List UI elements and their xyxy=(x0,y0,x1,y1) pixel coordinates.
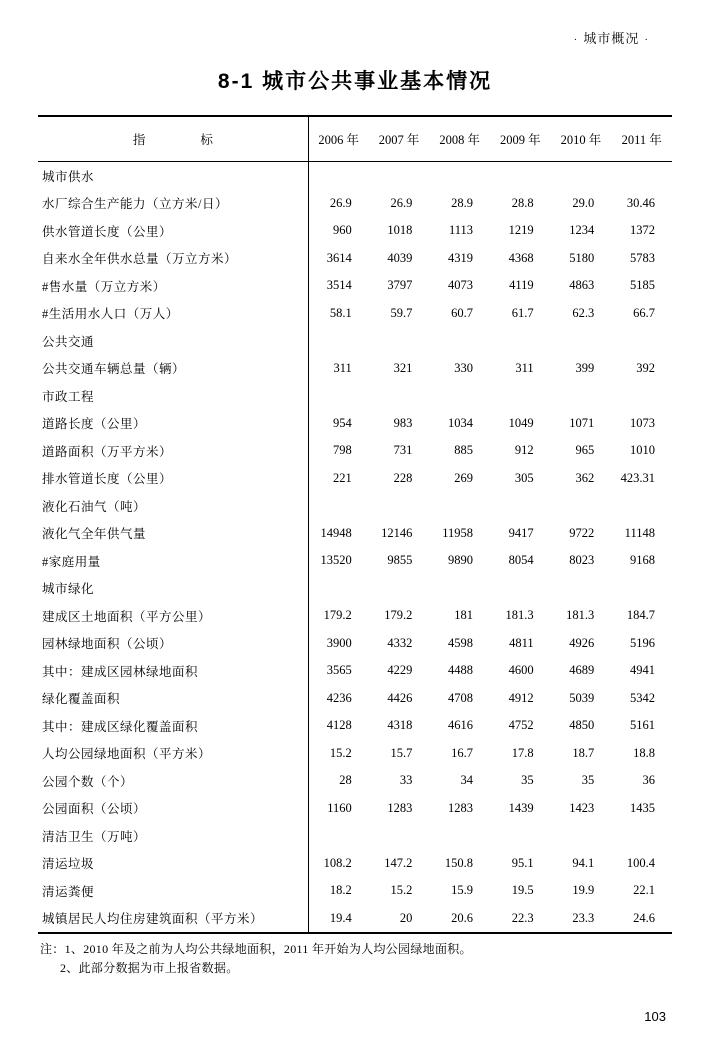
row-label: 公共交通 xyxy=(38,327,308,355)
row-label: 城市供水 xyxy=(38,162,308,190)
row-label: 市政工程 xyxy=(38,382,308,410)
cell-value xyxy=(490,162,551,190)
cell-value xyxy=(429,327,490,355)
cell-value: 95.1 xyxy=(511,855,534,870)
cell-value: 100.4 xyxy=(626,855,655,870)
row-label: 其中：建成区园林绿地面积 xyxy=(38,657,308,685)
cell-value xyxy=(611,162,672,190)
cell-value xyxy=(551,492,612,520)
cell-value xyxy=(308,162,369,190)
cell-value: 30.46 xyxy=(626,195,655,210)
note-1: 注：1、2010 年及之前为人均公共绿地面积，2011 年开始为人均公园绿地面积。 xyxy=(40,942,472,956)
note-2: 2、此部分数据为市上报省数据。 xyxy=(60,960,239,975)
cell-value: 1435 xyxy=(630,800,655,815)
table-row xyxy=(38,190,672,218)
row-label: 液化气全年供气量 xyxy=(38,520,308,548)
running-head-text: 城市概况 xyxy=(583,31,640,46)
cell-value: 15.7 xyxy=(390,745,413,760)
cell-value: 36 xyxy=(642,773,655,788)
cell-value: 305 xyxy=(514,470,534,485)
cell-value: 4236 xyxy=(326,690,352,705)
cell-value: 150.8 xyxy=(444,855,474,870)
cell-value: 19.5 xyxy=(511,883,534,898)
row-label: 建成区土地面积（平方公里） xyxy=(38,602,308,630)
cell-value: 4941 xyxy=(630,663,655,678)
cell-value: 15.2 xyxy=(390,883,413,898)
table-row xyxy=(38,877,672,905)
cell-value xyxy=(490,492,551,520)
cell-value xyxy=(611,822,672,850)
row-label: 液化石油气（吨） xyxy=(38,492,308,520)
cell-value: 311 xyxy=(515,360,534,375)
cell-value: 330 xyxy=(454,360,474,375)
cell-value: 5342 xyxy=(630,690,655,705)
cell-value: 108.2 xyxy=(323,855,352,870)
cell-value: 29.0 xyxy=(572,195,595,210)
cell-value: 5180 xyxy=(569,250,595,265)
cell-value xyxy=(369,327,430,355)
cell-value: 423.31 xyxy=(620,470,655,485)
cell-value: 11148 xyxy=(624,525,655,540)
cell-value: 4598 xyxy=(448,635,474,650)
row-label: 绿化覆盖面积 xyxy=(38,685,308,713)
cell-value: 228 xyxy=(393,470,413,485)
row-label: #售水量（万立方米） xyxy=(38,272,308,300)
table-notes xyxy=(38,940,672,977)
cell-value: 16.7 xyxy=(451,745,474,760)
table-row xyxy=(38,437,672,465)
cell-value: 4039 xyxy=(387,250,413,265)
table-row xyxy=(38,630,672,658)
cell-value: 5185 xyxy=(630,278,655,293)
cell-value: 22.3 xyxy=(490,905,551,934)
cell-value: 1423 xyxy=(569,800,595,815)
cell-value: 35 xyxy=(521,773,534,788)
cell-value: 1160 xyxy=(327,800,352,815)
cell-value: 59.7 xyxy=(390,305,413,320)
cell-value: 13520 xyxy=(320,553,352,568)
row-label: 公园面积（公顷） xyxy=(38,795,308,823)
cell-value xyxy=(551,382,612,410)
cell-value: 15.2 xyxy=(329,745,352,760)
cell-value: 4368 xyxy=(508,250,534,265)
table-row xyxy=(38,327,672,355)
table-row xyxy=(38,767,672,795)
cell-value: 362 xyxy=(575,470,595,485)
column-header-2008: 2008 年 xyxy=(429,116,490,162)
table-row xyxy=(38,822,672,850)
cell-value: 35 xyxy=(581,773,595,788)
cell-value: 1219 xyxy=(508,223,534,238)
cell-value: 1113 xyxy=(448,223,474,238)
row-label: 道路长度（公里） xyxy=(38,410,308,438)
cell-value: 1071 xyxy=(569,415,595,430)
cell-value: 4752 xyxy=(508,718,534,733)
row-label: 公园个数（个） xyxy=(38,767,308,795)
row-label: 自来水全年供水总量（万立方米） xyxy=(38,245,308,273)
table-row xyxy=(38,245,672,273)
cell-value: 221 xyxy=(333,470,352,485)
cell-value: 5783 xyxy=(630,250,655,265)
cell-value xyxy=(611,382,672,410)
cell-value: 28 xyxy=(339,773,352,788)
cell-value: 4850 xyxy=(569,718,595,733)
page-number: 103 xyxy=(644,1009,666,1024)
cell-value: 19.9 xyxy=(572,883,595,898)
cell-value xyxy=(611,327,672,355)
table-row xyxy=(38,492,672,520)
cell-value xyxy=(369,822,430,850)
cell-value: 17.8 xyxy=(511,745,534,760)
cell-value: 181.3 xyxy=(505,608,534,623)
table-row xyxy=(38,685,672,713)
cell-value: 1018 xyxy=(387,223,413,238)
cell-value: 798 xyxy=(333,443,352,458)
cell-value: 4332 xyxy=(387,635,413,650)
row-label: #生活用水人口（万人） xyxy=(38,300,308,328)
row-label: 城镇居民人均住房建筑面积（平方米） xyxy=(38,905,308,934)
cell-value xyxy=(429,575,490,603)
cell-value: 26.9 xyxy=(390,195,413,210)
cell-value: 5161 xyxy=(630,718,655,733)
cell-value xyxy=(490,382,551,410)
row-label: 其中：建成区绿化覆盖面积 xyxy=(38,712,308,740)
cell-value: 18.8 xyxy=(633,745,655,760)
cell-value: 5196 xyxy=(630,635,655,650)
cell-value: 731 xyxy=(393,443,413,458)
bullet-icon: · xyxy=(644,34,649,46)
cell-value: 12146 xyxy=(381,525,413,540)
cell-value: 4229 xyxy=(387,663,413,678)
cell-value xyxy=(490,575,551,603)
table-row xyxy=(38,162,672,190)
cell-value: 4811 xyxy=(509,635,534,650)
cell-value: 1010 xyxy=(630,443,655,458)
table-body xyxy=(38,162,672,934)
cell-value: 60.7 xyxy=(451,305,474,320)
table-row xyxy=(38,355,672,383)
cell-value: 94.1 xyxy=(572,855,595,870)
cell-value: 19.4 xyxy=(308,905,369,934)
cell-value: 33 xyxy=(399,773,413,788)
cell-value xyxy=(429,492,490,520)
cell-value: 181 xyxy=(454,608,474,623)
cell-value xyxy=(611,575,672,603)
cell-value: 885 xyxy=(454,443,474,458)
cell-value xyxy=(429,382,490,410)
table-row xyxy=(38,905,672,934)
cell-value: 4863 xyxy=(569,278,595,293)
cell-value: 3797 xyxy=(387,278,413,293)
cell-value: 4926 xyxy=(569,635,595,650)
cell-value: 14948 xyxy=(320,525,352,540)
cell-value: 311 xyxy=(333,360,352,375)
table-header xyxy=(38,116,672,162)
cell-value: 147.2 xyxy=(384,855,413,870)
table-header-row xyxy=(38,116,672,162)
cell-value: 28.9 xyxy=(451,195,474,210)
table-row xyxy=(38,465,672,493)
table-row xyxy=(38,850,672,878)
table-row xyxy=(38,410,672,438)
cell-value xyxy=(611,492,672,520)
cell-value: 4318 xyxy=(387,718,413,733)
cell-value xyxy=(429,162,490,190)
column-header-indicator: 指 标 xyxy=(38,116,308,162)
cell-value: 9722 xyxy=(569,525,595,540)
cell-value: 24.6 xyxy=(611,905,672,934)
cell-value: 8054 xyxy=(508,553,534,568)
row-label: 公共交通车辆总量（辆） xyxy=(38,355,308,383)
row-label: #家庭用量 xyxy=(38,547,308,575)
running-head xyxy=(38,0,672,47)
cell-value xyxy=(369,382,430,410)
cell-value: 58.1 xyxy=(329,305,352,320)
cell-value xyxy=(551,575,612,603)
table-row xyxy=(38,657,672,685)
row-label: 清运垃圾 xyxy=(38,850,308,878)
cell-value xyxy=(369,575,430,603)
cell-value: 3614 xyxy=(326,250,352,265)
cell-value: 1283 xyxy=(448,800,474,815)
cell-value xyxy=(551,162,612,190)
row-label: 城市绿化 xyxy=(38,575,308,603)
cell-value: 399 xyxy=(575,360,595,375)
row-label: 排水管道长度（公里） xyxy=(38,465,308,493)
cell-value: 22.1 xyxy=(633,883,655,898)
cell-value: 4912 xyxy=(508,690,534,705)
cell-value: 9417 xyxy=(508,525,534,540)
cell-value: 66.7 xyxy=(633,305,655,320)
cell-value: 3514 xyxy=(326,278,352,293)
bullet-icon: · xyxy=(573,34,579,46)
table-row xyxy=(38,795,672,823)
cell-value: 4319 xyxy=(448,250,474,265)
cell-value: 9890 xyxy=(448,553,474,568)
table-row xyxy=(38,740,672,768)
cell-value xyxy=(551,822,612,850)
cell-value xyxy=(429,822,490,850)
cell-value: 4708 xyxy=(448,690,474,705)
row-label: 水厂综合生产能力（立方米/日） xyxy=(38,190,308,218)
table-row xyxy=(38,272,672,300)
cell-value: 61.7 xyxy=(511,305,534,320)
row-label: 清运粪便 xyxy=(38,877,308,905)
cell-value: 1439 xyxy=(508,800,534,815)
table-row xyxy=(38,547,672,575)
cell-value: 18.7 xyxy=(572,745,595,760)
cell-value: 5039 xyxy=(569,690,595,705)
cell-value: 960 xyxy=(333,223,352,238)
cell-value: 26.9 xyxy=(329,195,352,210)
cell-value xyxy=(551,327,612,355)
table-row xyxy=(38,712,672,740)
cell-value: 965 xyxy=(575,443,595,458)
cell-value: 983 xyxy=(393,415,413,430)
cell-value: 1034 xyxy=(448,415,474,430)
row-label: 园林绿地面积（公顷） xyxy=(38,630,308,658)
cell-value: 4488 xyxy=(448,663,474,678)
cell-value: 9855 xyxy=(387,553,413,568)
row-label: 道路面积（万平方米） xyxy=(38,437,308,465)
cell-value: 62.3 xyxy=(572,305,595,320)
cell-value: 23.3 xyxy=(551,905,612,934)
cell-value: 20 xyxy=(369,905,430,934)
cell-value: 4128 xyxy=(326,718,352,733)
cell-value: 3565 xyxy=(326,663,352,678)
cell-value: 392 xyxy=(636,360,655,375)
cell-value: 18.2 xyxy=(329,883,352,898)
cell-value xyxy=(369,492,430,520)
cell-value: 4426 xyxy=(387,690,413,705)
cell-value: 4689 xyxy=(569,663,595,678)
row-label: 清洁卫生（万吨） xyxy=(38,822,308,850)
column-header-2007: 2007 年 xyxy=(369,116,430,162)
cell-value: 179.2 xyxy=(323,608,352,623)
cell-value: 1283 xyxy=(387,800,413,815)
cell-value xyxy=(308,382,369,410)
cell-value: 3900 xyxy=(326,635,352,650)
cell-value: 15.9 xyxy=(451,883,474,898)
cell-value: 912 xyxy=(514,443,534,458)
cell-value: 4616 xyxy=(448,718,474,733)
cell-value xyxy=(308,822,369,850)
column-header-2009: 2009 年 xyxy=(490,116,551,162)
table-row xyxy=(38,602,672,630)
table-row xyxy=(38,217,672,245)
statistics-table xyxy=(38,115,672,934)
column-header-2011: 2011 年 xyxy=(611,116,672,162)
cell-value xyxy=(369,162,430,190)
cell-value: 1073 xyxy=(630,415,655,430)
cell-value xyxy=(490,822,551,850)
cell-value: 179.2 xyxy=(384,608,413,623)
cell-value: 4119 xyxy=(509,278,534,293)
cell-value xyxy=(490,327,551,355)
cell-value: 181.3 xyxy=(566,608,595,623)
cell-value: 34 xyxy=(460,773,474,788)
table-row xyxy=(38,575,672,603)
row-label: 供水管道长度（公里） xyxy=(38,217,308,245)
cell-value: 321 xyxy=(393,360,413,375)
cell-value: 11958 xyxy=(442,525,474,540)
cell-value: 4073 xyxy=(448,278,474,293)
cell-value: 8023 xyxy=(569,553,595,568)
table-row xyxy=(38,520,672,548)
cell-value xyxy=(308,492,369,520)
cell-value: 1234 xyxy=(569,223,595,238)
cell-value: 1372 xyxy=(630,223,655,238)
cell-value: 28.8 xyxy=(511,195,534,210)
table-row xyxy=(38,382,672,410)
cell-value: 4600 xyxy=(508,663,534,678)
cell-value: 269 xyxy=(454,470,474,485)
cell-value: 1049 xyxy=(508,415,534,430)
column-header-2006: 2006 年 xyxy=(308,116,369,162)
cell-value: 9168 xyxy=(630,553,655,568)
table-row xyxy=(38,300,672,328)
page-title: 8-1 城市公共事业基本情况 xyxy=(217,70,493,93)
cell-value: 184.7 xyxy=(626,608,655,623)
row-label: 人均公园绿地面积（平方米） xyxy=(38,740,308,768)
cell-value: 20.6 xyxy=(429,905,490,934)
cell-value: 954 xyxy=(333,415,352,430)
cell-value xyxy=(308,575,369,603)
column-header-2010: 2010 年 xyxy=(551,116,612,162)
cell-value xyxy=(308,327,369,355)
